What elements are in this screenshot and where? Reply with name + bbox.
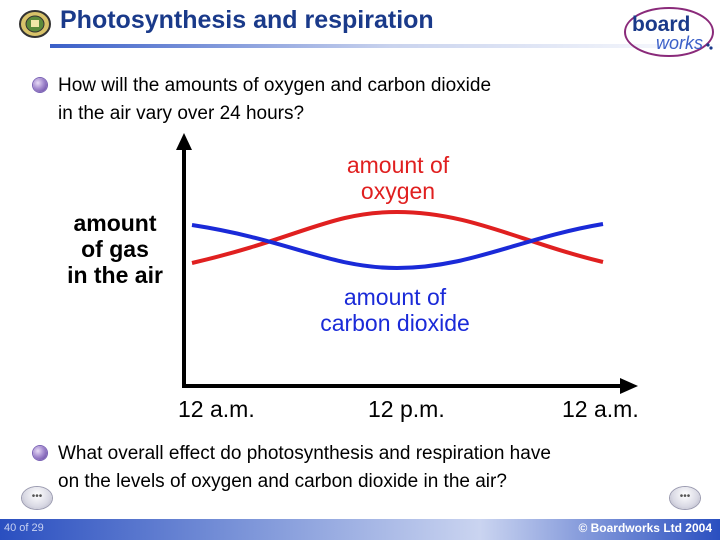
y-axis-arrow bbox=[176, 133, 192, 150]
carbon-dioxide-label-line-1: amount of bbox=[343, 284, 447, 310]
page-title: Photosynthesis and respiration bbox=[60, 6, 434, 34]
oxygen-label-line-1: amount of bbox=[346, 152, 450, 178]
copyright-text: © Boardworks Ltd 2004 bbox=[578, 521, 712, 535]
y-axis-label bbox=[40, 210, 190, 288]
question-1-line-1: How will the amounts of oxygen and carbon dioxide bbox=[58, 75, 492, 96]
prev-slide-icon: ••• bbox=[31, 491, 43, 502]
x-tick-label: 12 a.m. bbox=[178, 396, 255, 422]
question-1-line-2: in the air vary over 24 hours? bbox=[58, 103, 305, 124]
y-axis-label-line-1: amount bbox=[73, 210, 157, 236]
question-2-line-2: on the levels of oxygen and carbon dioxide in the air? bbox=[58, 471, 507, 492]
oxygen-series-label bbox=[318, 152, 478, 204]
y-axis-label-line-3: in the air bbox=[67, 262, 163, 288]
slide-counter: 40 of 29 bbox=[4, 522, 44, 534]
carbon-dioxide-series-label bbox=[280, 284, 510, 336]
carbon-dioxide-label-line-2: carbon dioxide bbox=[320, 310, 470, 336]
next-slide-button[interactable] bbox=[670, 487, 700, 509]
x-axis-arrow bbox=[620, 378, 638, 394]
bullet-icon bbox=[33, 446, 47, 460]
next-slide-icon: ••• bbox=[679, 491, 691, 502]
x-tick-label: 12 a.m. bbox=[562, 396, 639, 422]
y-axis-label-line-2: of gas bbox=[81, 236, 149, 262]
prev-slide-button[interactable] bbox=[22, 487, 52, 509]
question-2-line-1: What overall effect do photosynthesis and respiration have bbox=[58, 443, 551, 464]
x-tick-label: 12 p.m. bbox=[368, 396, 445, 422]
brand-bottom: works bbox=[656, 33, 704, 53]
oxygen-label-line-2: oxygen bbox=[360, 178, 436, 204]
brand-top: board bbox=[632, 13, 691, 36]
